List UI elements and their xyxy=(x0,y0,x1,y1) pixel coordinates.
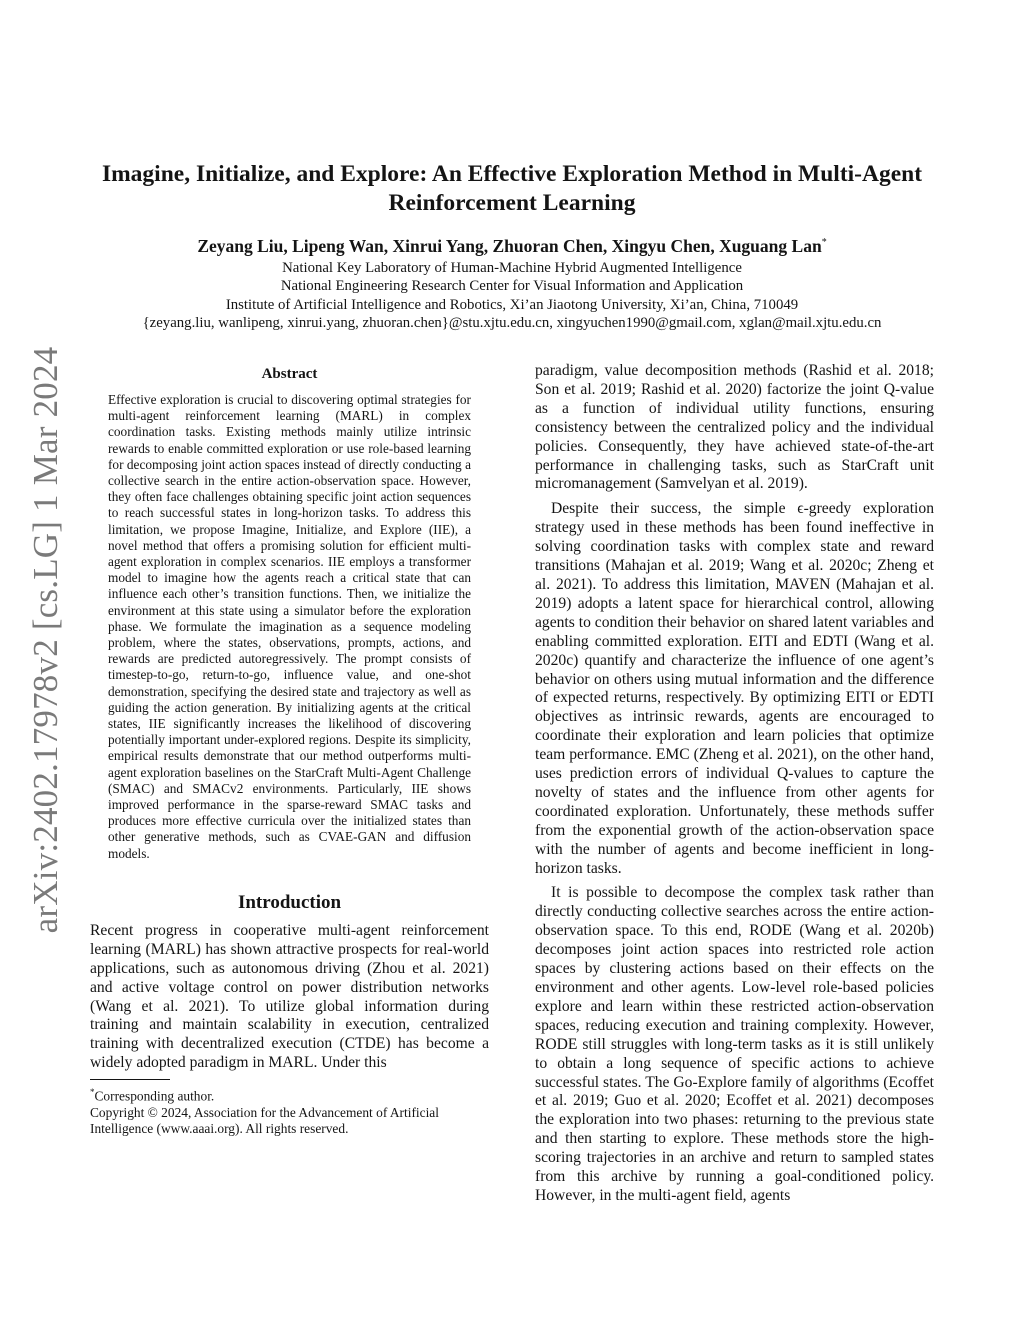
corresponding-author-mark: * xyxy=(821,237,827,248)
introduction-paragraph: Recent progress in cooperative multi-agent reinforcement learning (MARL) has shown attractive prospects for real-world applications, such as autonomous driving (Zhou et al. 2021) and active voltage control on power distribution networks (Wang et al. 2021). To utilize global information during training and maintain scalability in execution, centralized training with decentralized execution (CTDE) has become a widely adopted paradigm in MARL. Under this xyxy=(90,921,489,1072)
corresponding-author-footnote xyxy=(90,1084,489,1104)
arxiv-identifier-text: arXiv:2402.17978v2 [cs.LG] 1 Mar 2024 xyxy=(26,346,65,934)
affiliation-line: National Key Laboratory of Human-Machine Hybrid Augmented Intelligence xyxy=(282,260,742,276)
author-names: Zeyang Liu, Lipeng Wan, Xinrui Yang, Zhuoran Chen, Xingyu Chen, Xuguang Lan xyxy=(197,235,822,256)
footnote-divider xyxy=(90,1079,170,1080)
abstract-text: Effective exploration is crucial to discovering optimal strategies for multi-agent reinforcement learning (MARL) in complex coordination tasks. Existing methods mainly utilize intrinsic rewards to enable committed exploration or use role-based learning for decomposing joint action spaces instead of directly conducting a collective search in the entire action-observation space. However, they often face challenges obtaining specific joint action sequences to reach successful states in long-horizon tasks. To address this limitation, we propose Imagine, Initialize, and Explore (IIE), a novel method that offers a promising solution for efficient multi-agent exploration in complex scenarios. IIE employs a transformer model to imagine how the agents reach a critical state that can influence each other’s transition functions. Then, we initialize the environment at this state using a simulator before the exploration phase. We formulate the imagination as a sequence modeling problem, where the states, observations, prompts, actions, and rewards are predicted autoregressively. The prompt consists of timestep-to-go, return-to-go, influence value, and one-shot demonstration, specifying the desired state and trajectory as well as guiding the action generation. By initializing agents at the critical states, IIE significantly increases the likelihood of discovering potentially important under-explored regions. Despite its simplicity, empirical results demonstrate that our method outperforms multi-agent exploration baselines on the StarCraft Multi-Agent Challenge (SMAC) and SMACv2 environments. Particularly, IIE shows improved performance in the sparse-reward SMAC tasks and produces more effective curricula over the initialized states than other generative methods, such as CVAE-GAN and diffusion models. xyxy=(108,392,471,861)
footnote-mark: * xyxy=(90,1087,95,1098)
body-paragraph: paradigm, value decomposition methods (Rashid et al. 2018; Son et al. 2019; Rashid et al. 2020) factorize the joint Q-value as a function of individual utility functions, ensuring consistency between the centralized policy and the individual policies. Consequently, they have achieved state-of-the-art performance in challenging tasks, such as StarCraft unit micromanagement (Samvelyan et al. 2019). xyxy=(535,362,934,493)
right-column xyxy=(535,362,934,1206)
author-list xyxy=(80,232,944,257)
paper-title: Imagine, Initialize, and Explore: An Effective Exploration Method in Multi-Agent Reinforcement Learning xyxy=(101,161,923,216)
affiliations xyxy=(80,259,944,332)
abstract-heading: Abstract xyxy=(261,366,318,382)
footnote-text: Corresponding author. xyxy=(94,1088,215,1104)
affiliation-line: Institute of Artificial Intelligence and Robotics, Xi’an Jiaotong University, Xi’an, China, 710049 xyxy=(225,296,799,313)
body-paragraph: Despite their success, the simple ϵ-greedy exploration strategy used in these methods has been found ineffective in solving coordination tasks with complex state and reward transitions (Mahajan et al. 2019; Wang et al. 2020c; Zheng et al. 2021). To address this limitation, MAVEN (Mahajan et al. 2019) adopts a latent space for hierarchical control, allowing agents to condition their behavior on shared latent variables and enabling committed exploration. EITI and EDTI (Wang et al. 2020c) quantify and characterize the influence of one agent’s behavior on others using mutual information and the difference of expected returns, respectively. By optimizing EITI or EDTI objectives as intrinsic rewards, agents are encouraged to coordinate their exploration and learn policies that optimize team performance. EMC (Zheng et al. 2021), on the other hand, uses prediction errors of individual Q-values to capture the novelty of states and the influence from other agents for coordinated exploration. Unfortunately, these methods suffer from the exponential growth of the action-observation space with the number of agents and become inefficient in long-horizon tasks. xyxy=(535,500,934,877)
author-emails: {zeyang.liu, wanlipeng, xinrui.yang, zhuoran.chen}@stu.xjtu.edu.cn, xingyuchen1990@gmail.com, xglan@mail.xjtu.edu.cn xyxy=(142,314,882,331)
left-column xyxy=(90,362,489,1137)
copyright-notice: Copyright © 2024, Association for the Advancement of Artificial Intelligence (www.aaai.org). All rights reserved. xyxy=(90,1104,439,1136)
introduction-heading: Introduction xyxy=(237,891,342,913)
affiliation-line: National Engineering Research Center for Visual Information and Application xyxy=(280,278,744,295)
body-paragraph: It is possible to decompose the complex task rather than directly conducting collective searches across the entire action-observation space. To this end, RODE (Wang et al. 2020b) decomposes joint action spaces into restricted role action spaces by clustering actions based on their effects on the environment and other agents. Low-level role-based policies explore and learn within these restricted action-observation spaces, reducing execution and training complexity. However, RODE still struggles with long-term tasks as it is still unlikely to obtain a long sequence of specific actions to achieve successful states. The Go-Explore family of algorithms (Ecoffet et al. 2019; Guo et al. 2020; Ecoffet et al. 2021) decomposes the exploration into two phases: returning to the previous state and then starting to explore. These methods store the high-scoring trajectories in an archive and return to sampled states from this archive by running a goal-conditioned policy. However, in the multi-agent field, agents xyxy=(535,884,934,1204)
